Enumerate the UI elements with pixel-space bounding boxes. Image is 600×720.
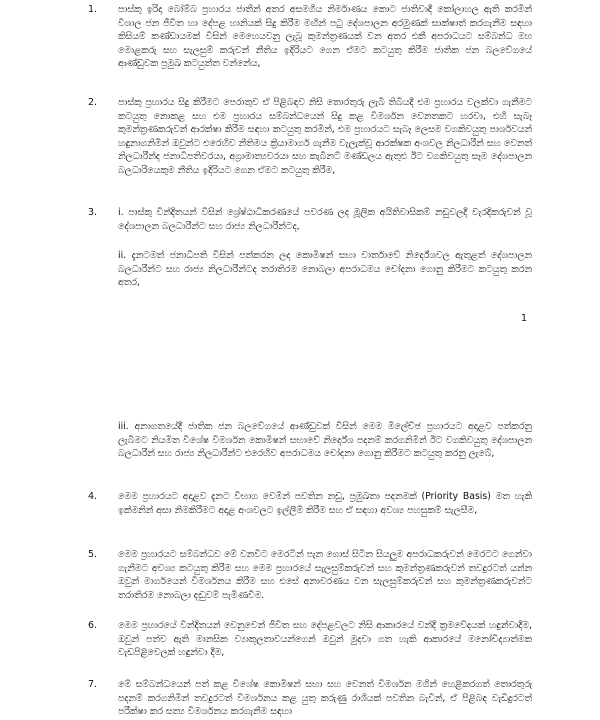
item-text: මේ සම්බන්ධයෙන් පත් කළ විශේෂ කොමිෂන් සභා සහ වෙනත් විමර්ශන මගින් හෙළිකරගත් තොරතුරු පදනම් කරගනිමින් තවදුරටත් විමර්ශනය කළ යුතු කරුණු රාශියක් පවතින බැවින්, ඒ පිළිබඳ වැඩිදුරටත් පරීක්ෂා කර සත්‍ය විමර්ශනය කරගැනීම සඳහා bbox=[118, 679, 532, 717]
sub-item: ii. දැනටමත් ජනාධිපති විසින් පත්කරන ලද කොමිෂන් සභා වාර්තාවේ නිර්දේශවල ඇතුළත් දේශපාලන බලධාරීන්ට සහ රාජ්‍ය නිලධාරීන්ටද තරාතිරම නොබලා අපරාධමය චෝදනා ගොනු කිරීමට කටයුතු කරන අතර, bbox=[118, 250, 532, 288]
item-number: 5. bbox=[88, 549, 98, 560]
item-number: 3. bbox=[88, 207, 98, 218]
item-number: 2. bbox=[88, 97, 98, 108]
item-text: පාස්කු ඉරිදා බෝම්බ ප්‍රහාරය ජාතීන් අතර අසමගිය නිර්මාණය කොට ජාතිවාදී කෝලාහල ඇති කරමින් විශාල ජන ජීවිත හා දේපළ හානියක් සිදු කිරීම මඟින් පටු දේශපාලන අරමුණක් සාක්ෂාත් කරගැනීම සඳහා කිසියම් කණ්ඩායමක් විසින් මෙහෙයවනු ලැබූ කුමන්ත්‍රණයක් වන අතර එකී අපරාධයට සම්බන්ධ මහ මොළකරු සහ සැලසුම් කරුවන් නීතිය ඉදිරියට ගෙන ඒමට කටයුතු කිරීම ජාතික ජන බලවේගයේ ආණ්ඩුවක ප්‍රමුඛ කටයුත්ත වන්නේය, bbox=[118, 4, 532, 69]
page-number: 1 bbox=[521, 313, 528, 324]
sub-item: iii. අනාගතයේදී ජාතික ජන බලවේගයේ ආණ්ඩුවක් විසින් මෙම මිලේච්ඡ ප්‍රහාරයට අදාළව පත්කරනු ලැබීමට නියමිත විශේෂ විමර්ශන කොමිෂන් සභාවේ නිර්දේශ පදනම් කරගනිමින් ඊට වගකිවයුතු දේශපාලන බලධාරීන් සහ රාජ්‍ය නිලධාරීන්ට එරෙහිව අපරාධමය චෝදනා ගොනු කිරීමට කටයුතු කරනු ලැබේ, bbox=[118, 421, 532, 459]
list-item bbox=[88, 548, 532, 602]
item-text: මෙම ප්‍රහාරයේ වින්දිතයන් වෙනුවෙන් ජීවිත සහ දේපළවලට නිසි ආකාරයේ වන්දි ක්‍රමවේදයක් හඳුන්වාදීම, ඔවුන් පත්ව ඇති මානසික ව්‍යාකූලතාවයන්ගෙන් ඔවුන් මුදවා ගත හැකි ආකාරයේ මනෝචිද්‍යාත්මක වැඩපිළිවෙලක් හඳුන්වා දීම, bbox=[118, 620, 532, 658]
item-number: 4. bbox=[88, 491, 98, 502]
item-number: 7. bbox=[88, 679, 98, 690]
item-number: 6. bbox=[88, 620, 98, 631]
item-text: පාස්කු ප්‍රහාරය සිදු කිරීමට පෙරාතුව ඒ පිළිබඳව නිසි තොරතුරු ලැබී තිබියදී එම ප්‍රහාරය වලක්වා ගැනීමට කටයුතු නොකළ සහ එම ප්‍රහාරය සම්බන්ධයෙන් සිදු කළ විමර්ශන වෙනතකට හරවා, එහි සැබෑ කුමන්ත්‍රණකරුවන් ආරක්ෂා කිරීම සඳහා කටයුතු කරමින්, එම ප්‍රහාරයට සැබෑ ලෙසම වගකිවයුතු පාර්ශවයන් හඳුනාගනිමින් ඔවුන්ට එරෙහිව නීතිමය ක්‍රියාමාර්ග ගැනීම වැලැක්වූ ආරක්ෂක අංශවල නිලධාරීන් සහ වෙනත් නිලධාරීන්ද ජනාධිපතිවරයා, අග්‍රාමාත්‍යවරයා සහ කැබිනට් මණ්ඩලය ඇතුළු ඊට වගකිවයුතු සෑම දේශපාලන බලධාරියෙකුම නීතිය ඉදිරියට ගෙන ඒමට කටයුතු කිරීම, bbox=[118, 97, 532, 176]
list-item bbox=[88, 206, 532, 233]
item-text: i. පාස්කු වින්දිතයන් විසින් ශ්‍රේෂ්ඨාධිකරණයේ පවරණ ලද මූලික අයිතිවාසිකම් නඩුවලදී වැරදිකරුවන් වූ දේශපාලන බලධාරීන්ට සහ රාජ්‍ය නිලධාරීන්ටද, bbox=[118, 207, 532, 232]
list-item bbox=[88, 678, 532, 719]
list-item bbox=[88, 96, 532, 177]
list-item bbox=[88, 3, 532, 71]
item-number: 1. bbox=[88, 4, 98, 15]
item-text: මෙම ප්‍රහාරයට අදාළව දැනට විභාග වෙමින් පවතින නඩු, ප්‍රමුඛතා පදනමක් (Priority Basis) මත හැකි ඉක්මනින් අසා නිමකිරීමට අදාළ අංශවලට ඉල්ලීම් කිරීම සහ ඒ සඳහා අවශ්‍ය පහසුකම් සැලසීම, bbox=[118, 491, 532, 516]
list-item bbox=[88, 490, 532, 517]
list-item bbox=[88, 619, 532, 660]
item-text: මෙම ප්‍රහාරයට සම්බන්ධව මේ වනවිට මෙරටින් පැන ගොස් සිටින සියලුම අපරාධකරුවන් මෙරටට ගෙන්වා ගැනීමට අවශ්‍ය කටයුතු කිරීම සහ මෙම ප්‍රහාරයේ සැලසුම්කරුවන් සහ කුමන්ත්‍රණකරුවන් තවදුරටත් යන්න ඔවුන් මාර්ගයෙන් විමර්ශනය කිරීම සහ එසේ අනාවරණය වන සැලසුම්කරුවන් සහ කුමන්ත්‍රණකරුවන්ට තරාතිරම නොබලා දඬුවම් පැමිණවීම. bbox=[118, 549, 532, 601]
